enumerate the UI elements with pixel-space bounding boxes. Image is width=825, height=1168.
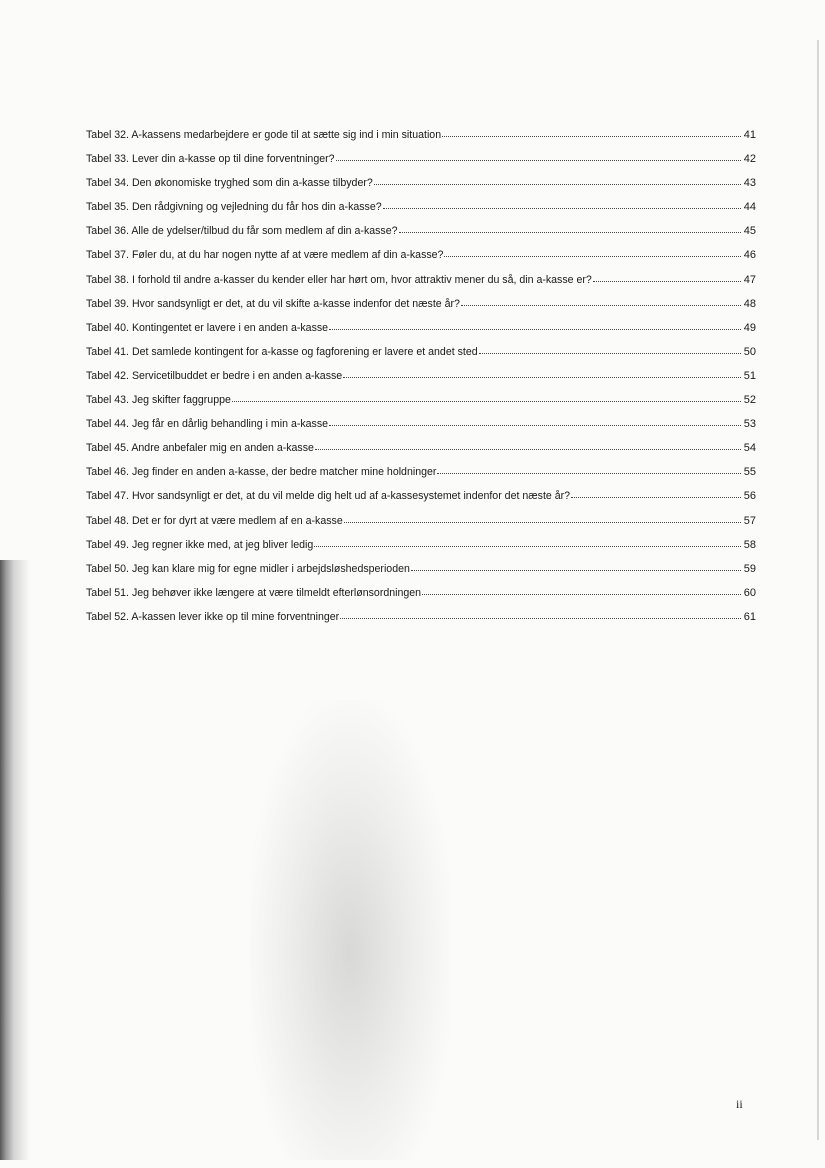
toc-entry bbox=[86, 393, 756, 417]
toc-entry-label: Tabel 52. A-kassen lever ikke op til mine forventninger bbox=[86, 610, 340, 623]
toc-leader-dots bbox=[315, 440, 741, 450]
toc-entry-label: Tabel 41. Det samlede kontingent for a-kasse og fagforening er lavere et andet sted bbox=[86, 345, 478, 358]
toc-entry-page: 61 bbox=[743, 610, 756, 623]
toc-entry-page: 50 bbox=[743, 345, 756, 358]
toc-entry-page: 49 bbox=[743, 321, 756, 334]
toc-entry-label: Tabel 34. Den økonomiske tryghed som din a-kasse tilbyder? bbox=[86, 177, 373, 190]
toc-entry bbox=[86, 321, 756, 345]
toc-entry-page: 42 bbox=[743, 153, 756, 166]
toc-entry bbox=[86, 586, 756, 610]
toc-entry-page: 53 bbox=[743, 418, 756, 431]
toc-entry-page: 55 bbox=[743, 466, 756, 479]
toc-entry-page: 44 bbox=[743, 201, 756, 214]
toc-entry-label: Tabel 39. Hvor sandsynligt er det, at du vil skifte a-kasse indenfor det næste år? bbox=[86, 297, 460, 310]
toc-entry bbox=[86, 514, 756, 538]
table-of-contents bbox=[86, 128, 756, 634]
toc-leader-dots bbox=[479, 344, 741, 354]
toc-entry-page: 60 bbox=[743, 586, 756, 599]
toc-entry-page: 46 bbox=[743, 249, 756, 262]
toc-entry bbox=[86, 152, 756, 176]
toc-entry-label: Tabel 47. Hvor sandsynligt er det, at du vil melde dig helt ud af a-kassesystemet indenfor det næste år? bbox=[86, 490, 571, 503]
toc-entry bbox=[86, 128, 756, 152]
toc-entry-label: Tabel 49. Jeg regner ikke med, at jeg bliver ledig bbox=[86, 538, 314, 551]
toc-entry bbox=[86, 297, 756, 321]
toc-entry bbox=[86, 417, 756, 441]
toc-entry-page: 56 bbox=[743, 490, 756, 503]
toc-leader-dots bbox=[343, 368, 741, 378]
toc-leader-dots bbox=[340, 609, 741, 619]
toc-entry-label: Tabel 38. I forhold til andre a-kasser du kender eller har hørt om, hvor attraktiv mener du så, din a-kasse er? bbox=[86, 273, 592, 286]
toc-entry bbox=[86, 176, 756, 200]
toc-entry bbox=[86, 273, 756, 297]
scan-edge-right bbox=[817, 40, 819, 1140]
toc-entry-label: Tabel 43. Jeg skifter faggruppe bbox=[86, 394, 231, 407]
toc-leader-dots bbox=[571, 488, 741, 498]
toc-entry-page: 58 bbox=[743, 538, 756, 551]
toc-entry-page: 57 bbox=[743, 514, 756, 527]
toc-leader-dots bbox=[232, 392, 741, 402]
toc-entry-label: Tabel 37. Føler du, at du har nogen nytte af at være medlem af din a-kasse? bbox=[86, 249, 444, 262]
toc-leader-dots bbox=[344, 513, 741, 523]
toc-entry bbox=[86, 369, 756, 393]
toc-entry-page: 51 bbox=[743, 369, 756, 382]
toc-entry-label: Tabel 45. Andre anbefaler mig en anden a-kasse bbox=[86, 442, 314, 455]
toc-entry-page: 41 bbox=[743, 129, 756, 141]
scan-bleed-through bbox=[250, 700, 450, 1160]
toc-entry bbox=[86, 224, 756, 248]
toc-entry-label: Tabel 36. Alle de ydelser/tilbud du får som medlem af din a-kasse? bbox=[86, 225, 398, 238]
toc-leader-dots bbox=[437, 464, 741, 474]
toc-leader-dots bbox=[329, 416, 741, 426]
toc-entry-page: 47 bbox=[743, 273, 756, 286]
toc-entry-label: Tabel 50. Jeg kan klare mig for egne midler i arbejdsløshedsperioden bbox=[86, 562, 410, 575]
toc-entry-label: Tabel 44. Jeg får en dårlig behandling i min a-kasse bbox=[86, 418, 329, 431]
toc-entry bbox=[86, 345, 756, 369]
toc-entry bbox=[86, 489, 756, 513]
toc-entry-label: Tabel 35. Den rådgivning og vejledning du får hos din a-kasse? bbox=[86, 201, 382, 214]
toc-entry bbox=[86, 248, 756, 272]
scan-shadow-left bbox=[0, 560, 30, 1160]
toc-leader-dots bbox=[444, 247, 741, 257]
toc-leader-dots bbox=[461, 296, 741, 306]
toc-leader-dots bbox=[329, 320, 741, 330]
toc-entry-page: 45 bbox=[743, 225, 756, 238]
toc-entry-label: Tabel 33. Lever din a-kasse op til dine forventninger? bbox=[86, 153, 335, 166]
toc-entry bbox=[86, 610, 756, 634]
toc-entry-label: Tabel 40. Kontingentet er lavere i en anden a-kasse bbox=[86, 321, 329, 334]
toc-entry-page: 59 bbox=[743, 562, 756, 575]
toc-leader-dots bbox=[422, 585, 741, 595]
toc-entry-label: Tabel 48. Det er for dyrt at være medlem af en a-kasse bbox=[86, 514, 343, 527]
toc-entry-label: Tabel 42. Servicetilbuddet er bedre i en anden a-kasse bbox=[86, 369, 343, 382]
toc-leader-dots bbox=[442, 127, 741, 137]
toc-leader-dots bbox=[411, 561, 741, 571]
toc-leader-dots bbox=[593, 272, 741, 282]
toc-entry bbox=[86, 465, 756, 489]
toc-entry-page: 43 bbox=[743, 177, 756, 190]
toc-entry-page: 54 bbox=[743, 442, 756, 455]
page-number: ii bbox=[736, 1097, 743, 1111]
toc-leader-dots bbox=[374, 175, 741, 185]
toc-entry-page: 52 bbox=[743, 394, 756, 407]
toc-entry-label: Tabel 32. A-kassens medarbejdere er gode til at sætte sig ind i min situation bbox=[86, 129, 442, 141]
toc-leader-dots bbox=[314, 537, 741, 547]
toc-leader-dots bbox=[383, 199, 741, 209]
toc-entry bbox=[86, 200, 756, 224]
toc-entry-label: Tabel 46. Jeg finder en anden a-kasse, der bedre matcher mine holdninger bbox=[86, 466, 437, 479]
toc-leader-dots bbox=[399, 223, 741, 233]
toc-entry-page: 48 bbox=[743, 297, 756, 310]
toc-entry bbox=[86, 538, 756, 562]
toc-entry-label: Tabel 51. Jeg behøver ikke længere at være tilmeldt efterlønsordningen bbox=[86, 586, 422, 599]
toc-entry bbox=[86, 562, 756, 586]
toc-entry bbox=[86, 441, 756, 465]
toc-leader-dots bbox=[336, 151, 741, 161]
